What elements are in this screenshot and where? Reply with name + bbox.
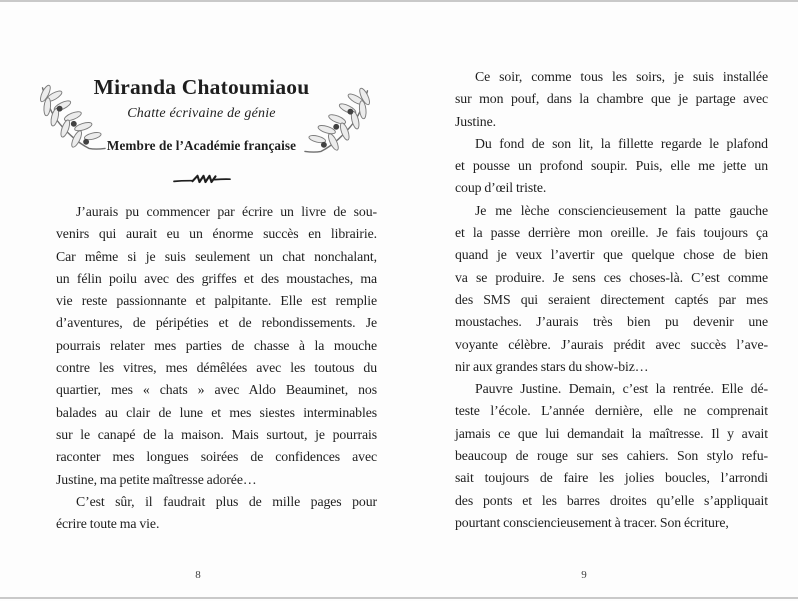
page-number-right: 9 xyxy=(581,569,587,581)
text-line: Car même si je suis seulement un chat nonchalant, xyxy=(56,248,377,264)
text-line: coup d’œil triste. xyxy=(455,180,547,196)
text-line: contre les vitres, mes démêlées avec les toutous du xyxy=(56,360,377,376)
olive-branch-icon xyxy=(304,84,376,162)
author-name: Miranda Chatoumiaou xyxy=(93,75,310,99)
olive-branch-icon xyxy=(34,81,106,159)
text-line: pourrais relater mes parties de chasse à la mouche xyxy=(56,337,377,353)
text-line: moustaches. J’aurais très bien pu devenir une xyxy=(455,314,768,330)
text-line: quand je veux l’avertir que quelque chose de bien xyxy=(455,247,768,263)
text-line: et pousse un profond soupir. Puis, elle me jette un xyxy=(455,158,768,174)
text-line: C’est sûr, il faudrait plus de mille pages pour xyxy=(76,493,377,509)
page-left-body xyxy=(56,201,377,535)
text-line: balades au clair de lune et mes siestes interminables xyxy=(56,404,377,420)
text-line: Justine. xyxy=(455,113,496,129)
text-line: Ce soir, comme tous les soirs, je suis installée xyxy=(475,69,768,84)
text-line: d’aventures, de péripéties et de rebondissements. Je xyxy=(56,315,377,331)
text-line: des ponts et les barres droites qu’elle s’appliquait xyxy=(455,492,768,508)
text-line: quartier, mes « chats » avec Aldo Beauminet, nos xyxy=(56,382,377,398)
text-line: Du fond de son lit, la fillette regarde le plafond xyxy=(475,135,768,151)
page-right-body xyxy=(455,66,768,534)
page-number-left: 8 xyxy=(195,569,201,581)
author-affiliation: Membre de l’Académie française xyxy=(106,138,297,153)
text-line: écrire toute ma vie. xyxy=(56,516,160,532)
text-line: jamais ce que lui demandait la maîtresse. Il y avait xyxy=(455,425,768,441)
text-line: beaucoup de rouge sur ses cahiers. Son stylo refu- xyxy=(455,448,768,464)
text-line: et la passe derrière mon oreille. Je fais toujours ça xyxy=(455,225,768,241)
text-line: sait toujours de faire les jolies boucles, l’arrondi xyxy=(455,470,768,486)
text-line: un félin poilu avec des griffes et des moustaches, ma xyxy=(56,270,377,286)
text-line: sur le canapé de la maison. Mais surtout, je pourrais xyxy=(56,426,377,442)
text-line: des SMS qui seraient directement captés par mes xyxy=(455,291,768,307)
text-line: sur mon pouf, dans la chambre que je partage avec xyxy=(455,91,768,107)
text-line: Pauvre Justine. Demain, c’est la rentrée. Elle dé- xyxy=(475,381,768,397)
text-line: vie reste passionnante et palpitante. Elle est remplie xyxy=(56,293,377,309)
text-line: venirs qui aurait eu un énorme succès en librairie. xyxy=(56,226,377,242)
text-line: Je me lèche consciencieusement la patte gauche xyxy=(475,202,768,218)
squiggle-divider-icon xyxy=(173,173,231,187)
text-line: Justine, ma petite maîtresse adorée… xyxy=(56,471,257,487)
text-line: va se produire. Je sens ces choses-là. C’est comme xyxy=(455,269,768,285)
text-line: teste l’école. L’année dernière, elle ne comprenait xyxy=(455,403,768,419)
page-bottom-edge xyxy=(0,597,798,599)
text-line: nir aux grandes stars du show-biz… xyxy=(455,358,649,374)
text-line: pourtant consciencieusement à tracer. Son écriture, xyxy=(455,514,729,530)
text-line: voyante célèbre. J’aurais prédit avec succès l’ave- xyxy=(455,336,768,352)
author-subtitle: Chatte écrivaine de génie xyxy=(127,106,276,121)
text-line: J’aurais pu commencer par écrire un livre de sou- xyxy=(76,204,377,219)
text-line: raconter mes longues soirées de confidences avec xyxy=(56,449,377,465)
